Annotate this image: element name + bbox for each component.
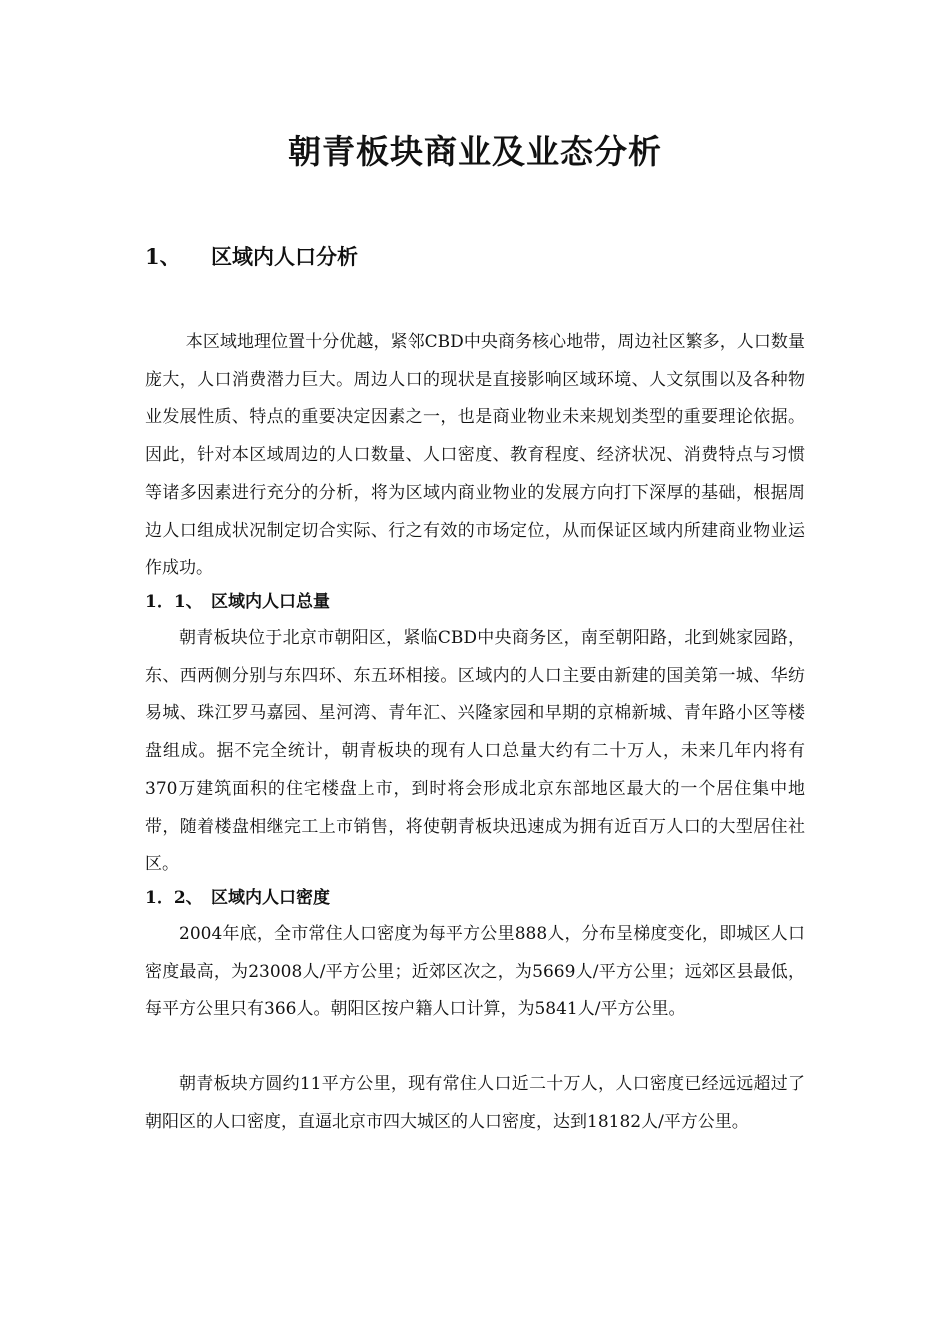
section-1-2-number: 1．2、 (145, 888, 203, 908)
section-1-2-title: 区域内人口密度 (211, 888, 330, 908)
section-1-1-number: 1．1、 (145, 592, 203, 612)
section-1-1-paragraph: 朝青板块位于北京市朝阳区，紧临CBD中央商务区，南至朝阳路，北到姚家园路，东、西两侧分别与东四环、东五环相接。区域内的人口主要由新建的国美第一城、华纺易城、珠江罗马嘉园、星河湾、青年汇、兴隆家园和早期的京棉新城、青年路小区等楼盘组成。据不完全统计，朝青板块的现有人口总量大约有二十万人，未来几年内将有370万建筑面积的住宅楼盘上市，到时将会形成北京东部地区最大的一个居住集中地带，随着楼盘相继完工上市销售，将使朝青板块迅速成为拥有近百万人口的大型居住社区。 (145, 628, 805, 875)
section-1-2-heading (145, 884, 330, 912)
section-1-1-heading (145, 588, 330, 616)
section-1-title: 区域内人口分析 (211, 244, 358, 269)
section-1-1-title: 区域内人口总量 (211, 592, 330, 612)
page-title: 朝青板块商业及业态分析 (288, 132, 662, 171)
section-1-heading (145, 241, 358, 273)
section-1-2-paragraph-2: 朝青板块方圆约11平方公里，现有常住人口近二十万人，人口密度已经远远超过了朝阳区的人口密度，直逼北京市四大城区的人口密度，达到18182人/平方公里。 (145, 1074, 805, 1132)
section-1-number: 1、 (145, 244, 181, 269)
section-1-intro-paragraph: 本区域地理位置十分优越，紧邻CBD中央商务核心地带，周边社区繁多，人口数量庞大，人口消费潜力巨大。周边人口的现状是直接影响区域环境、人文氛围以及各种物业发展性质、特点的重要决定因素之一，也是商业物业未来规划类型的重要理论依据。因此，针对本区域周边的人口数量、人口密度、教育程度、经济状况、消费特点与习惯等诸多因素进行充分的分析，将为区域内商业物业的发展方向打下深厚的基础，根据周边人口组成状况制定切合实际、行之有效的市场定位，从而保证区域内所建商业物业运作成功。 (145, 332, 805, 579)
section-1-2-paragraph-1: 2004年底，全市常住人口密度为每平方公里888人，分布呈梯度变化，即城区人口密度最高，为23008人/平方公里；近郊区次之，为5669人/平方公里；远郊区县最低，每平方公里只有366人。朝阳区按户籍人口计算，为5841人/平方公里。 (145, 924, 805, 1020)
